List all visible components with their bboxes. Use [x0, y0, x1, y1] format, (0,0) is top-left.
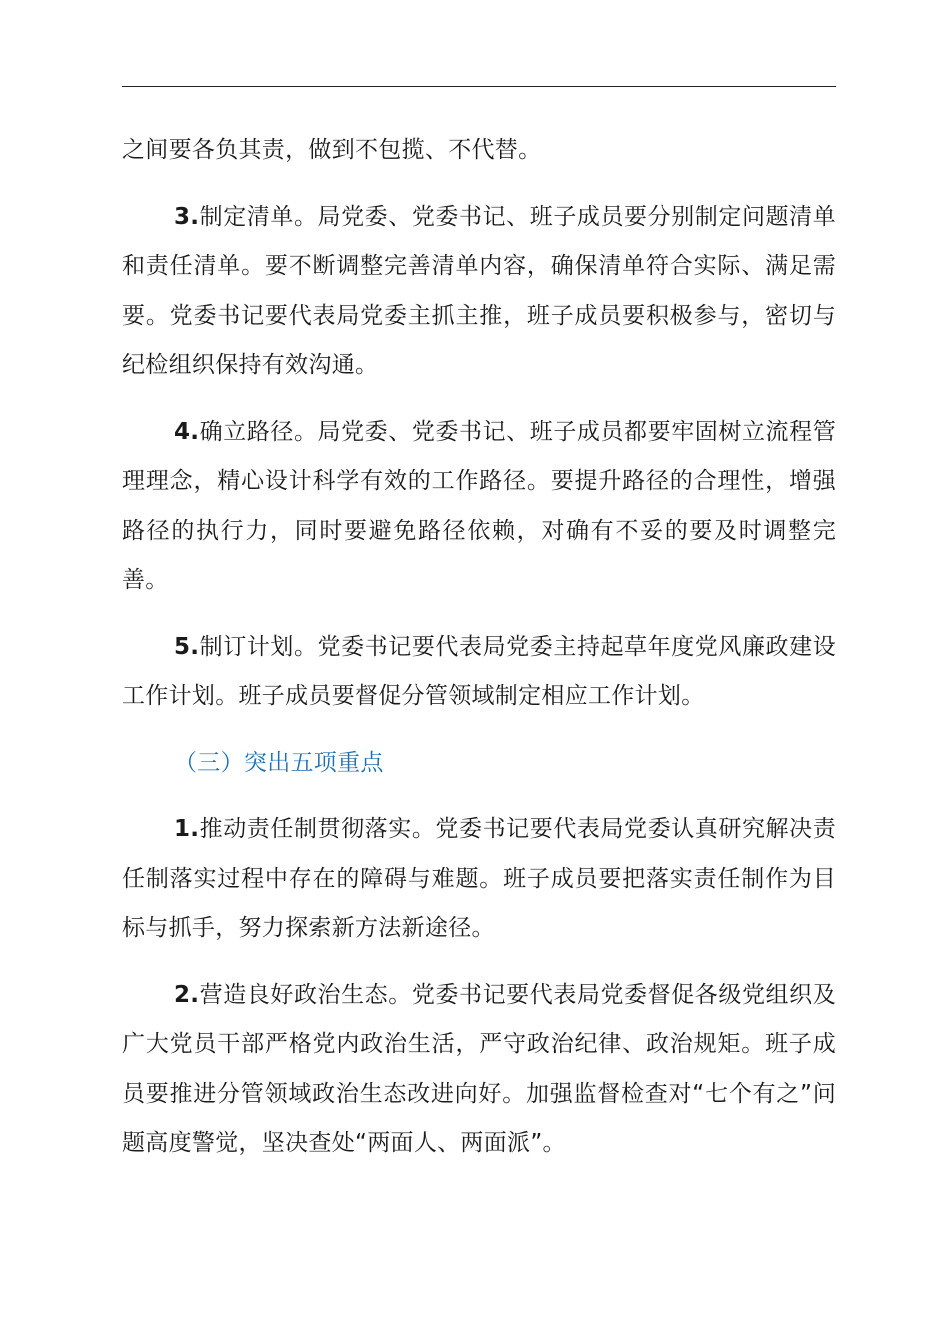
header-rule — [122, 86, 836, 87]
paragraph-text: 制定清单。局党委、党委书记、班子成员要分别制定问题清单和责任清单。要不断调整完善清单内容，确保清单符合实际、满足需要。党委书记要代表局党委主抓主推，班子成员要积极参与，密切与纪检组织保持有效沟通。 — [122, 203, 836, 378]
paragraph-text: 制订计划。党委书记要代表局党委主持起草年度党风廉政建设工作计划。班子成员要督促分管领域制定相应工作计划。 — [122, 633, 836, 709]
paragraph-item-4 — [122, 408, 836, 606]
item-number: 4. — [174, 418, 200, 445]
paragraph-text: 推动责任制贯彻落实。党委书记要代表局党委认真研究解决责任制落实过程中存在的障碍与难题。班子成员要把落实责任制作为目标与抓手，努力探索新方法新途径。 — [122, 816, 836, 941]
paragraph-item-3 — [122, 193, 836, 391]
paragraph-text: 之间要各负其责，做到不包揽、不代替。 — [122, 137, 542, 163]
item-number: 3. — [174, 203, 200, 230]
section-heading: （三）突出五项重点 — [174, 749, 384, 776]
paragraph-item-5 — [122, 623, 836, 722]
section-paragraph-item-1 — [122, 805, 836, 954]
paragraph-continuation — [122, 126, 836, 176]
document-body — [122, 126, 836, 1169]
paragraph-text: 确立路径。局党委、党委书记、班子成员都要牢固树立流程管理理念，精心设计科学有效的工作路径。要提升路径的合理性，增强路径的执行力，同时要避免路径依赖，对确有不妥的要及时调整完善。 — [122, 418, 836, 593]
section-paragraph-item-2 — [122, 971, 836, 1169]
item-number: 1. — [174, 816, 200, 842]
item-number: 2. — [174, 981, 200, 1008]
item-number: 5. — [174, 633, 200, 660]
paragraph-text: 营造良好政治生态。党委书记要代表局党委督促各级党组织及广大党员干部严格党内政治生活，严守政治纪律、政治规矩。班子成员要推进分管领域政治生态改进向好。加强监督检查对“七个有之”问题高度警觉，坚决查处“两面人、两面派”。 — [122, 981, 836, 1156]
